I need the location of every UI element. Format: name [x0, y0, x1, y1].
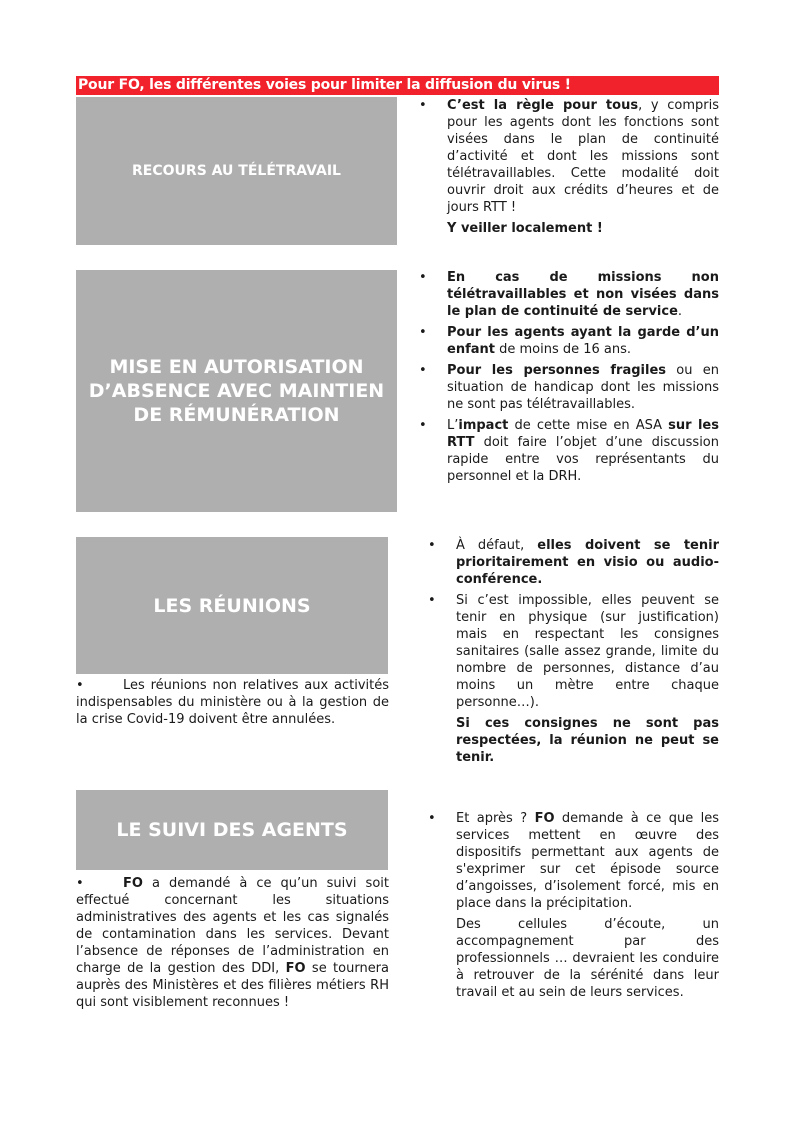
- section-heading-line: D’ABSENCE AVEC MAINTIEN: [88, 380, 385, 402]
- page-banner-title: Pour FO, les différentes voies pour limiter la diffusion du virus !: [76, 76, 719, 95]
- closing-statement: Si ces consignes ne sont pas respectées, la réunion ne peut se tenir.: [456, 716, 719, 765]
- list-item: • Pour les agents ayant la garde d’un enfant de moins de 16 ans.: [419, 324, 719, 358]
- heading-box-teletravail: [76, 97, 397, 245]
- closing-paragraph: Des cellules d’écoute, un accompagnement par des professionnels … devraient les conduire à retrouver de la sérénité dans leur travail et au sein de leurs services.: [456, 917, 719, 1000]
- list-item: • Et après ? FO demande à ce que les services mettent en œuvre des dispositifs permettant aux agents de s'exprimer sur cet épisode source d’angoisses, d’isolement forcé, mis en place dans la précipitation.: [428, 810, 719, 912]
- list-item: • En cas de missions non télétravaillables et non visées dans le plan de continuité de service.: [419, 269, 719, 320]
- section-heading-line: MISE EN AUTORISATION: [109, 356, 364, 378]
- list-item: • C’est la règle pour tous, y compris pour les agents dont les fonctions sont visées dans le plan de continuité d’activité et dont les missions sont télétravaillables. Cette modalité doit ouvrir droit aux crédits d’heures et de jours RTT !: [419, 97, 719, 216]
- heading-box-reunions: [76, 537, 388, 674]
- list-item: • Pour les personnes fragiles ou en situation de handicap dont les missions ne sont pas télétravaillables.: [419, 362, 719, 413]
- list-item: • L’impact de cette mise en ASA sur les RTT doit faire l’objet d’une discussion rapide entre vos représentants du personnel et la DRH.: [419, 417, 719, 485]
- closing-statement: Y veiller localement !: [447, 221, 603, 236]
- list-item: • Si c’est impossible, elles peuvent se tenir en physique (sur justification) mais en respectant les consignes sanitaires (salle assez grande, limite du nombre de personnes, distance d’au moins un mètre entre chaque personne…).: [428, 592, 719, 711]
- heading-box-suivi-agents: [76, 790, 388, 870]
- bullet-icon: •: [76, 678, 84, 693]
- bullet-icon: •: [76, 876, 84, 891]
- section-asa-details: [419, 269, 719, 489]
- section-heading: RECOURS AU TÉLÉTRAVAIL: [132, 163, 341, 179]
- section-heading: LE SUIVI DES AGENTS: [116, 819, 348, 841]
- heading-box-autorisation-absence: [76, 270, 397, 512]
- section-reunions-details: [428, 537, 719, 766]
- section-suivi-details: [428, 810, 719, 1001]
- section-heading-line: DE RÉMUNÉRATION: [133, 404, 340, 426]
- suivi-agents-note: • FO a demandé à ce qu’un suivi soit effectué concernant les situations administratives des agents et les cas signalés de contamination dans les services. Devant l’absence de réponses de l’administration en charge de la gestion des DDI, FO se tournera auprès des Ministères et des filières métiers RH qui sont visiblement reconnues !: [76, 876, 389, 1010]
- reunions-note: • Les réunions non relatives aux activités indispensables du ministère ou à la gestion de la crise Covid-19 doivent être annulées.: [76, 678, 389, 727]
- list-item: • À défaut, elles doivent se tenir prioritairement en visio ou audio-conférence.: [428, 537, 719, 588]
- section-teletravail-details: [419, 97, 719, 237]
- section-heading: LES RÉUNIONS: [153, 594, 311, 617]
